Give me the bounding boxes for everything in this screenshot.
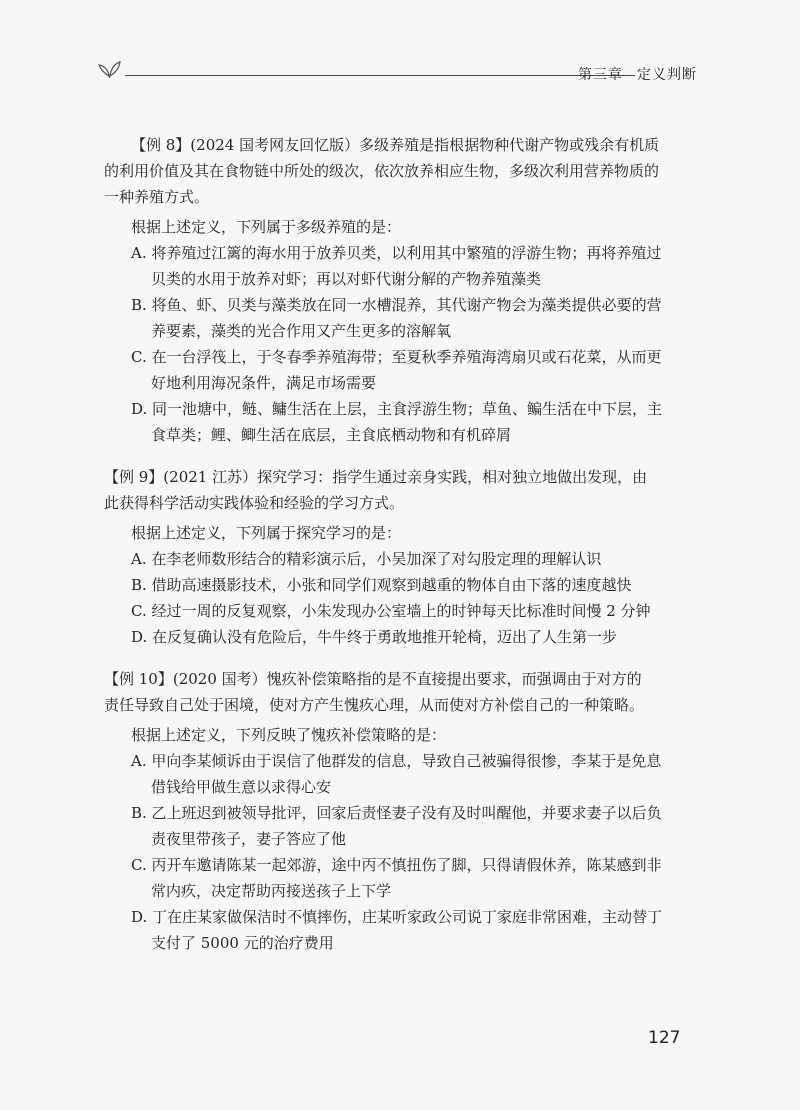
chapter-title xyxy=(578,64,697,84)
option-line: 常内疚，决定帮助丙接送孩子上下学 xyxy=(151,882,392,900)
option-line: 支付了 5000 元的治疗费用 xyxy=(151,934,334,952)
stem-line: 【例 10】(2020 国考）愧疚补偿策略指的是不直接提出要求，而强调由于对方的 xyxy=(104,670,642,688)
option-c xyxy=(131,852,676,904)
option-line: A. 将养殖过江篱的海水用于放养贝类，以利用其中繁殖的浮游生物；再将养殖过 xyxy=(131,244,662,262)
sprout-icon xyxy=(95,52,125,82)
option-d xyxy=(131,904,676,956)
option-line: 食草类；鲤、鲫生活在底层，主食底栖动物和有机碎屑 xyxy=(151,426,512,444)
option-line: D. 丁在庄某家做保洁时不慎摔伤，庄某听家政公司说丁家庭非常困难，主动替丁 xyxy=(131,908,663,926)
option-b xyxy=(131,800,676,852)
option-line: B. 将鱼、虾、贝类与藻类放在同一水槽混养，其代谢产物会为藻类提供必要的营 xyxy=(131,296,662,314)
option-line: C. 丙开车邀请陈某一起郊游，途中丙不慎扭伤了脚，只得请假休养，陈某感到非 xyxy=(131,856,662,874)
stem-line: 责任导致自己处于困境，使对方产生愧疚心理，从而使对方补偿自己的一种策略。 xyxy=(104,696,645,714)
option-b: B. 借助高速摄影技术，小张和同学们观察到越重的物体自由下落的速度越快 xyxy=(131,576,632,594)
question-prompt: 根据上述定义，下列反映了愧疚补偿策略的是： xyxy=(131,726,447,744)
question-prompt: 根据上述定义，下列属于多级养殖的是： xyxy=(131,218,402,236)
page-body xyxy=(104,132,676,972)
option-line: 贝类的水用于放养对虾；再以对虾代谢分解的产物养殖藻类 xyxy=(151,270,542,288)
option-line: 好地利用海况条件，满足市场需要 xyxy=(151,374,377,392)
stem-line: 【例 8】(2024 国考网友回忆版）多级养殖是指根据物种代谢产物或残余有机质 xyxy=(131,136,660,154)
question-prompt: 根据上述定义，下列属于探究学习的是： xyxy=(131,524,402,542)
option-line: 借钱给甲做生意以求得心安 xyxy=(151,778,332,796)
option-a: A. 在李老师数形结合的精彩演示后，小吴加深了对勾股定理的理解认识 xyxy=(131,550,602,568)
option-d: D. 在反复确认没有危险后，牛牛终于勇敢地推开轮椅，迈出了人生第一步 xyxy=(131,628,618,646)
option-a xyxy=(131,748,676,800)
header-rule xyxy=(125,75,635,76)
option-c: C. 经过一周的反复观察，小朱发现办公室墙上的时钟每天比标准时间慢 2 分钟 xyxy=(131,602,651,620)
stem-line: 一种养殖方式。 xyxy=(104,188,210,206)
option-d xyxy=(131,396,676,448)
option-b xyxy=(131,292,676,344)
option-line: D. 同一池塘中，鲢、鳙生活在上层，主食浮游生物；草鱼、鳊生活在中下层，主 xyxy=(131,400,663,418)
page-number: 127 xyxy=(648,1028,681,1048)
chapter-number: 第三章 xyxy=(578,67,623,83)
option-line: C. 在一台浮筏上，于冬春季养殖海带；至夏秋季养殖海湾扇贝或石花菜，从而更 xyxy=(131,348,662,366)
option-line: B. 乙上班迟到被领导批评，回家后责怪妻子没有及时叫醒他，并要求妻子以后负 xyxy=(131,804,662,822)
option-line: 养要素，藻类的光合作用又产生更多的溶解氧 xyxy=(151,322,452,340)
option-line: A. 甲向李某倾诉由于误信了他群发的信息，导致自己被骗得很惨，李某于是免息 xyxy=(131,752,662,770)
stem-line: 此获得科学活动实践体验和经验的学习方式。 xyxy=(104,494,405,512)
example-8 xyxy=(104,132,676,448)
option-c xyxy=(131,344,676,396)
example-9 xyxy=(104,464,676,650)
example-10 xyxy=(104,666,676,956)
stem-line: 的利用价值及其在食物链中所处的级次，依次放养相应生物，多级次利用营养物质的 xyxy=(104,162,660,180)
stem-line: 【例 9】(2021 江苏）探究学习：指学生通过亲身实践，相对独立地做出发现，由 xyxy=(104,468,648,486)
option-line: 责夜里带孩子，妻子答应了他 xyxy=(151,830,347,848)
option-a xyxy=(131,240,676,292)
running-header xyxy=(95,52,695,82)
section-name: 定义判断 xyxy=(637,67,697,83)
